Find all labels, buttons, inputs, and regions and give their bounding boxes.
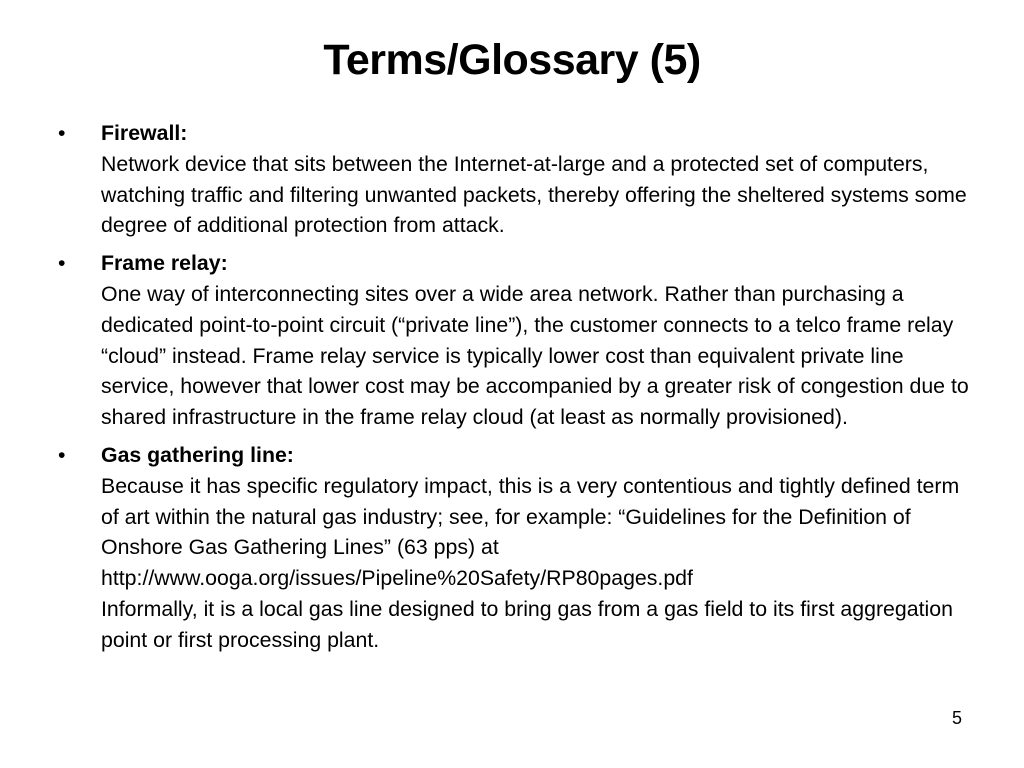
term-definition-extra: Informally, it is a local gas line designed to bring gas from a gas field to its first aggregation point or first processing plant. [101,596,953,652]
term-name: Frame relay: [101,251,228,276]
glossary-list [58,118,978,663]
page-number: 5 [951,708,962,728]
slide-title: Terms/Glossary (5) [323,36,701,84]
term-definition: Network device that sits between the Internet-at-large and a protected set of computers, watching traffic and filtering unwanted packets, thereby offering the sheltered systems some degree of additional protection from attack. [101,151,967,238]
bullet-icon: • [58,251,66,276]
glossary-item-firewall [58,118,978,241]
term-name: Gas gathering line: [101,442,294,467]
term-definition: Because it has specific regulatory impact, this is a very contentious and tightly defined term of art within the natural gas industry; see, for example: “Guidelines for the Definition of Onshore Gas Gathering Lines” (63 pps) at http://www.ooga.org/issues/Pipeline%20Safety/RP80pages.pdf [101,473,960,591]
glossary-item-frame-relay [58,248,978,433]
term-name: Firewall: [101,121,188,145]
bullet-icon: • [58,442,66,467]
term-definition: One way of interconnecting sites over a wide area network. Rather than purchasing a dedicated point-to-point circuit (“private line”), the customer connects to a telco frame relay “cloud” instead. Frame relay service is typically lower cost than equivalent private line service, however that lower cost may be accompanied by a greater risk of congestion due to shared infrastructure in the frame relay cloud (at least as normally provisioned). [101,281,969,430]
glossary-item-gas-gathering-line [58,440,978,656]
bullet-icon: • [58,121,66,145]
